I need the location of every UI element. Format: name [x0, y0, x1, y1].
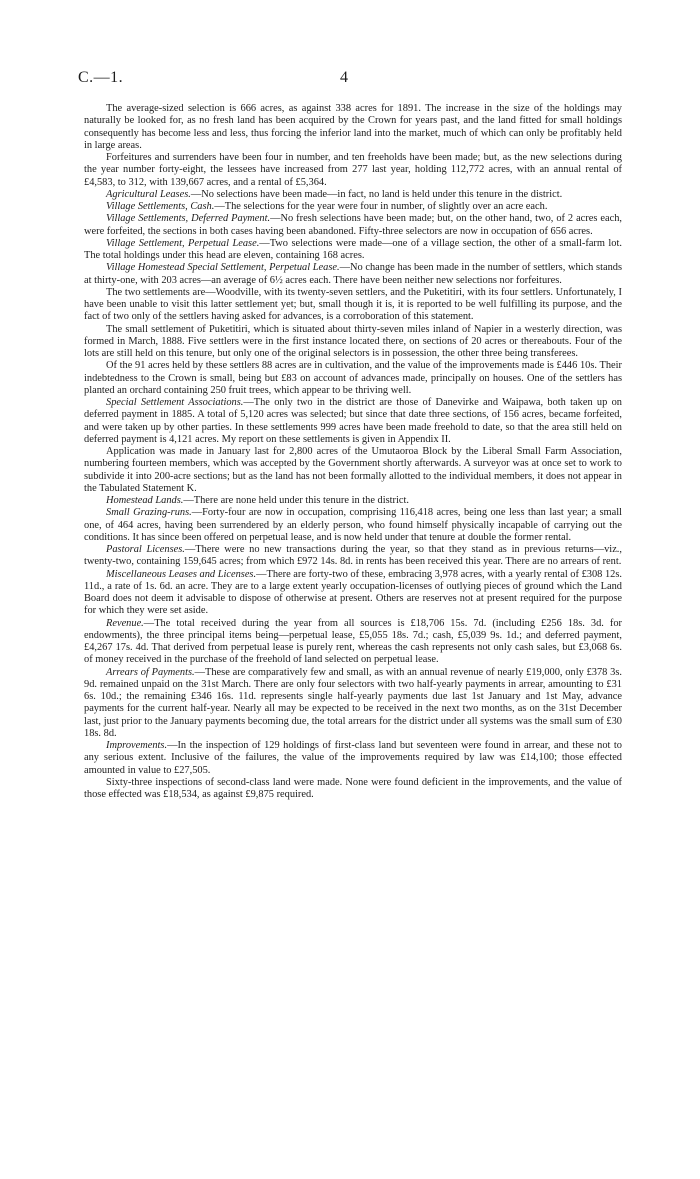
paragraph: [84, 360, 622, 397]
paragraph-text: —The only two in the district are those of Danevirke and Waipawa, both taken up on deferred payment in 1885. A total of 5,120 acres was selected; but since that date three sections, of 156 acres, became forfeited, and were taken up by other parties. In these settlements 999 acres have been made freehold to date, so that the area still held on deferred payment is 4,121 acres. My report on these settlements is given in Appendix II.: [84, 397, 622, 445]
parliamentary-paper-reference: C.—1.: [78, 69, 124, 86]
paragraph-text: Sixty-three inspections of second-class land were made. None were found deficient in the improvements, and the value of those effected was £18,534, as against £9,875 required.: [84, 776, 622, 800]
paragraph-text: —No change has been made in the number of settlers, which stands at thirty-one, with 203 acres—an average of 6½ acres each. There have been neither new selections nor forfeitures.: [84, 262, 623, 286]
paragraph-heading: Homestead Lands.: [106, 495, 184, 506]
paragraph-heading: Pastoral Licenses.: [106, 544, 185, 555]
paragraph: [84, 777, 622, 802]
paragraph-text: —There are forty-two of these, embracing 3,978 acres, with a yearly rental of £308 12s. 11d., a rate of 1s. 6d. an acre. They are to a large extent yearly occupation-licenses of outlying pieces of ground which the Land Board does not deem it advisable to dispose of otherwise at present. Others are reserves not at present required for the purpose for which they were set aside.: [84, 568, 622, 617]
paragraph: [84, 740, 622, 777]
paragraph-text: —There were no new transactions during the year, so that they stand as in previous returns—viz., twenty-two, containing 159,645 acres; from which £972 14s. 8d. in rents has been received this year. There are no arrears of rent.: [84, 544, 623, 568]
paragraph: [84, 544, 622, 569]
page-number: 4: [340, 69, 348, 86]
paragraph: [84, 103, 622, 152]
paragraph-text: —There are none held under this tenure in the district.: [183, 495, 409, 506]
paragraph: [84, 189, 622, 201]
paragraph: [84, 446, 622, 495]
paragraph: [84, 287, 622, 324]
paragraph: [84, 324, 622, 361]
paragraph: [84, 507, 622, 544]
paragraph-heading: Revenue.: [106, 617, 144, 629]
paragraph-text: —In the inspection of 129 holdings of first-class land but seventeen were found in arrear, and these not to any serious extent. Inclusive of the failures, the value of the improvements required by law was £14,100; those effected amounted in value to £27,505.: [84, 740, 622, 776]
paragraph: [84, 201, 622, 213]
paragraph-heading: Agricultural Leases.: [106, 188, 191, 200]
paragraph: [84, 618, 622, 667]
paragraph-text: Application was made in January last for 2,800 acres of the Umutaoroa Block by the Liberal Small Farm Association, numbering fourteen members, which was accepted by the Government shortly afterwards. A surveyor was at once set to work to subdivide it into 200-acre sections; but as the land has not been formally allotted to the individual members, it does not appear in the Tabulated Statement K.: [84, 446, 622, 494]
paragraph: [84, 569, 622, 618]
paragraph-heading: Arrears of Payments.: [106, 666, 195, 678]
paragraph-text: —The total received during the year from all sources is £18,706 15s. 7d. (including £256 18s. 3d. for endowments), the three principal items being—perpetual lease, £5,055 18s. 7d.; cash, £5,039 9s. 1d.; and deferred payment, £4,267 17s. 4d. That derived from perpetual lease is purely rent, whereas the cash represents not only cash sales, but £3,068 6s. of money received in the purchase of the freehold of land selected on perpetual lease.: [84, 617, 622, 666]
paragraph-text: —No selections have been made—in fact, no land is held under this tenure in the district.: [190, 188, 563, 200]
paragraph-heading: Small Grazing-runs.: [106, 507, 192, 519]
paragraph-text: Forfeitures and surrenders have been four in number, and ten freeholds have been made; but, as the new selections during the year number forty-eight, the lessees have increased from 277 last year, holding 112,772 acres, with an annual rental of £4,583, to 312, with 139,667 acres, and a rental of £5,364.: [84, 152, 622, 188]
paragraph-text: —The selections for the year were four in number, of slightly over an acre each.: [214, 201, 548, 212]
paragraph-heading: Village Homestead Special Settlement, Perpetual Lease.: [106, 262, 340, 274]
paragraph-heading: Special Settlement Associations.: [106, 397, 244, 408]
paragraph: [84, 667, 622, 741]
paragraph-heading: Village Settlements, Cash.: [106, 201, 215, 212]
paragraph-text: The two settlements are—Woodville, with its twenty-seven settlers, and the Puketitiri, with its four settlers. Unfortunately, I have been unable to visit this latter settlement yet; but, small though it is, it is reported to be well fulfilling its purpose, and the fact of two only of the settlers having asked for advances, is a corroboration of this statement.: [84, 286, 622, 323]
paragraph-text: The small settlement of Puketitiri, which is situated about thirty-seven miles inland of Napier in a westerly direction, was formed in March, 1888. Five settlers were in the first instance located there, on sections of 20 acres or thereabouts. Four of the lots are still held on this tenure, but only one of the original selectors is in possession, the other three being transferees.: [84, 323, 622, 359]
paragraph: [84, 213, 622, 238]
paragraph-text: Of the 91 acres held by these settlers 88 acres are in cultivation, and the value of the improvements made is £446 10s. Their indebtedness to the Crown is small, being but £83 on account of advances made, principally on houses. One of the settlers has planted an orchard containing 250 fruit trees, which appear to be thriving well.: [84, 360, 622, 396]
paragraph-text: —Two selections were made—one of a village section, the other of a small-farm lot. The total holdings under this head are eleven, containing 168 acres.: [84, 237, 622, 261]
paragraph-text: The average-sized selection is 666 acres, as against 338 acres for 1891. The increase in the size of the holdings may naturally be looked for, as no fresh land has been acquired by the Crown for years past, and the land fitted for small holdings consequently has become less and less, thus forcing the inferior land into the market, much of which can only be profitably held in large areas.: [84, 103, 622, 151]
paragraph: [84, 495, 622, 507]
paragraph-heading: Village Settlements, Deferred Payment.: [106, 213, 271, 225]
paragraph-text: —These are comparatively few and small, as with an annual revenue of nearly £19,000, only £378 3s. 9d. remained unpaid on the 31st March. There are only four selectors with two half-yearly payments in arrear, amounting to £31 6s. 10d.; the remaining £346 16s. 11d. represents single half-yearly payments due last 1st January and 1st May, advance payments for the current half-year. Nearly all may be expected to be received in the next two months, as on the 31st December last, just prior to the January payments becoming due, the total arrears for the district under all systems was the small sum of £30 18s. 8d.: [84, 666, 623, 739]
report-body: [84, 103, 622, 801]
paragraph: [84, 238, 622, 263]
paragraph-text: —Forty-four are now in occupation, comprising 116,418 acres, being one less than last year; a small one, of 464 acres, having been surrendered by an elderly person, who found himself physically incapable of carrying out the conditions. It has since been offered on perpetual lease, and is now held under that tenure at double the former rental.: [84, 507, 622, 543]
paragraph: [84, 262, 622, 287]
paragraph-heading: Village Settlement, Perpetual Lease.: [106, 237, 260, 249]
paragraph: [84, 152, 622, 189]
paragraph-heading: Miscellaneous Leases and Licenses.: [106, 568, 257, 580]
paragraph-heading: Improvements.: [106, 740, 168, 751]
paragraph-text: —No fresh selections have been made; but, on the other hand, two, of 2 acres each, were forfeited, the sections in both cases having been abandoned. Fifty-three selectors are now in occupation of 656 acres.: [84, 213, 622, 237]
page-header: [78, 69, 644, 91]
paragraph: [84, 397, 622, 446]
